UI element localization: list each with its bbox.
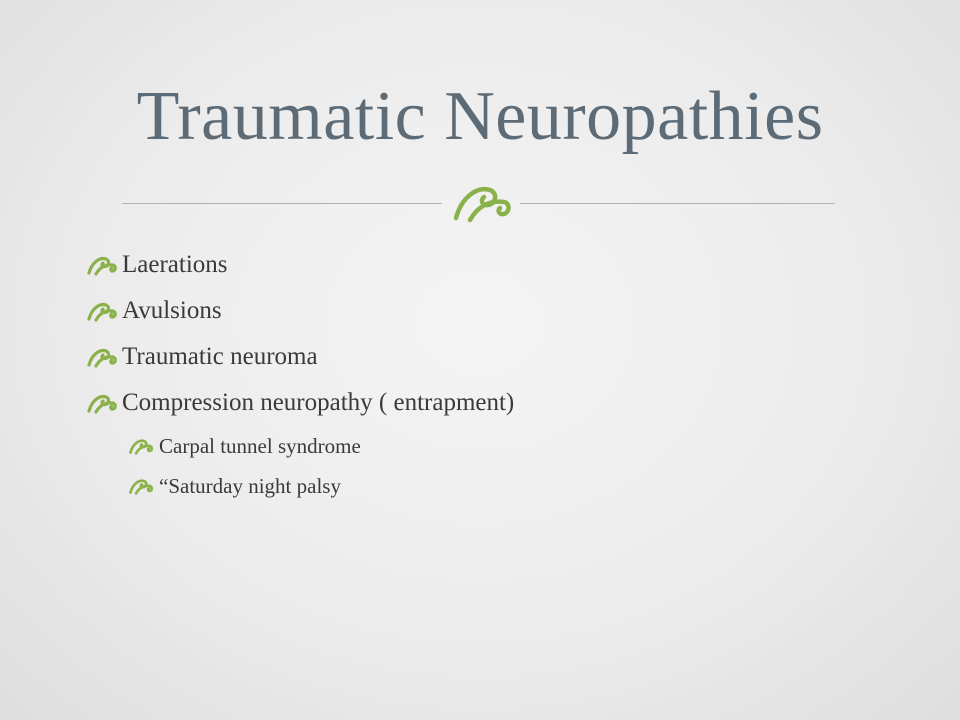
bullet-item [86, 466, 514, 506]
swirl-bullet-icon [86, 300, 118, 322]
bullet-text: Laerations [122, 251, 228, 278]
swirl-bullet-icon [86, 392, 118, 414]
swirl-ornament-icon [448, 180, 514, 224]
bullet-item [86, 334, 514, 380]
bullet-list [86, 242, 514, 506]
swirl-bullet-icon [86, 254, 118, 276]
slide-title: Traumatic Neuropathies [136, 78, 824, 155]
bullet-text: Traumatic neuroma [122, 343, 318, 370]
bullet-text: Compression neuropathy ( entrapment) [122, 389, 515, 416]
bullet-item [86, 242, 514, 288]
bullet-text: Avulsions [122, 297, 222, 324]
title-divider-left [122, 203, 442, 204]
bullet-text: “Saturday night palsy [159, 473, 341, 498]
swirl-bullet-icon [86, 346, 118, 368]
swirl-bullet-icon [128, 477, 154, 495]
bullet-item [86, 288, 514, 334]
bullet-text: Carpal tunnel syndrome [159, 433, 361, 458]
bullet-item [86, 426, 514, 466]
title-divider-right [520, 203, 835, 204]
swirl-bullet-icon [128, 437, 154, 455]
bullet-item [86, 380, 514, 426]
